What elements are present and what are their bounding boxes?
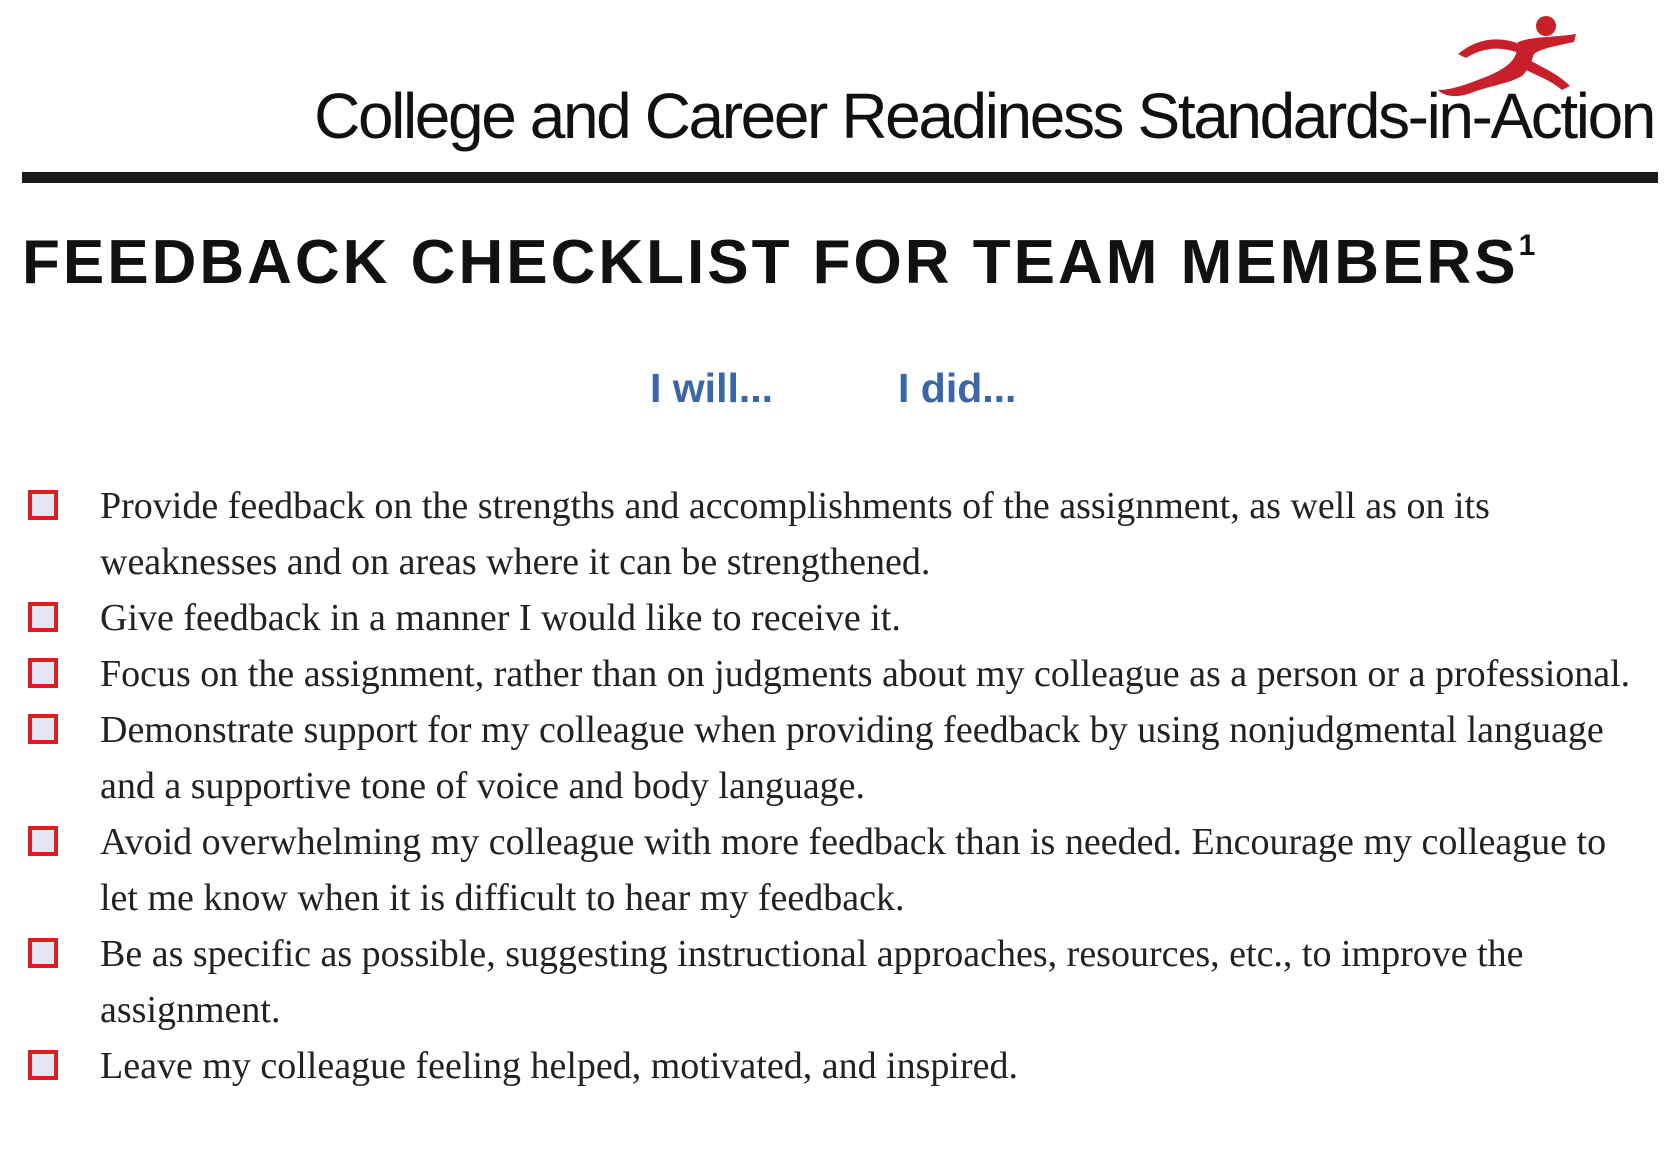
- checkbox[interactable]: [28, 714, 58, 744]
- checklist-item-text: Provide feedback on the strengths and accomplishments of the assignment, as well as on its weaknesses and on areas where it can be strengthened.: [100, 485, 1490, 583]
- checklist-item-text: Focus on the assignment, rather than on judgments about my colleague as a person or a professional.: [100, 653, 1631, 695]
- checklist-item-text: Give feedback in a manner I would like to receive it.: [100, 597, 901, 639]
- column-headings: [0, 365, 1666, 418]
- checklist-item: [0, 702, 1666, 814]
- checklist-item: [0, 646, 1666, 702]
- checklist-item-text: Be as specific as possible, suggesting instructional approaches, resources, etc., to improve the assignment.: [100, 933, 1524, 1031]
- checkbox[interactable]: [28, 826, 58, 856]
- checklist-item: [0, 1038, 1666, 1094]
- checklist-item: [0, 814, 1666, 926]
- checklist-item-text: Leave my colleague feeling helped, motivated, and inspired.: [100, 1045, 1018, 1087]
- checklist-item: [0, 590, 1666, 646]
- feedback-checklist: [0, 478, 1666, 1094]
- header-title: College and Career Readiness Standards-in-Action: [314, 80, 1654, 152]
- checkbox[interactable]: [28, 602, 58, 632]
- checkbox[interactable]: [28, 658, 58, 688]
- page-title-text: FEEDBACK CHECKLIST FOR TEAM MEMBERS: [22, 228, 1519, 297]
- header: [0, 0, 1666, 190]
- page-title: [22, 228, 1536, 297]
- checklist-item: [0, 926, 1666, 1038]
- checkbox[interactable]: [28, 938, 58, 968]
- column-heading-will: I will...: [650, 365, 774, 411]
- checklist-item: [0, 478, 1666, 590]
- column-heading-did: I did...: [898, 365, 1017, 411]
- checklist-item-text: Avoid overwhelming my colleague with more feedback than is needed. Encourage my colleague to let me know when it is difficult to hear my feedback.: [100, 821, 1607, 919]
- checkbox[interactable]: [28, 1050, 58, 1080]
- checklist-item-text: Demonstrate support for my colleague when providing feedback by using nonjudgmental language and a supportive tone of voice and body language.: [100, 709, 1604, 807]
- footnote-marker: 1: [1518, 229, 1536, 263]
- header-divider: [22, 172, 1658, 183]
- checkbox[interactable]: [28, 490, 58, 520]
